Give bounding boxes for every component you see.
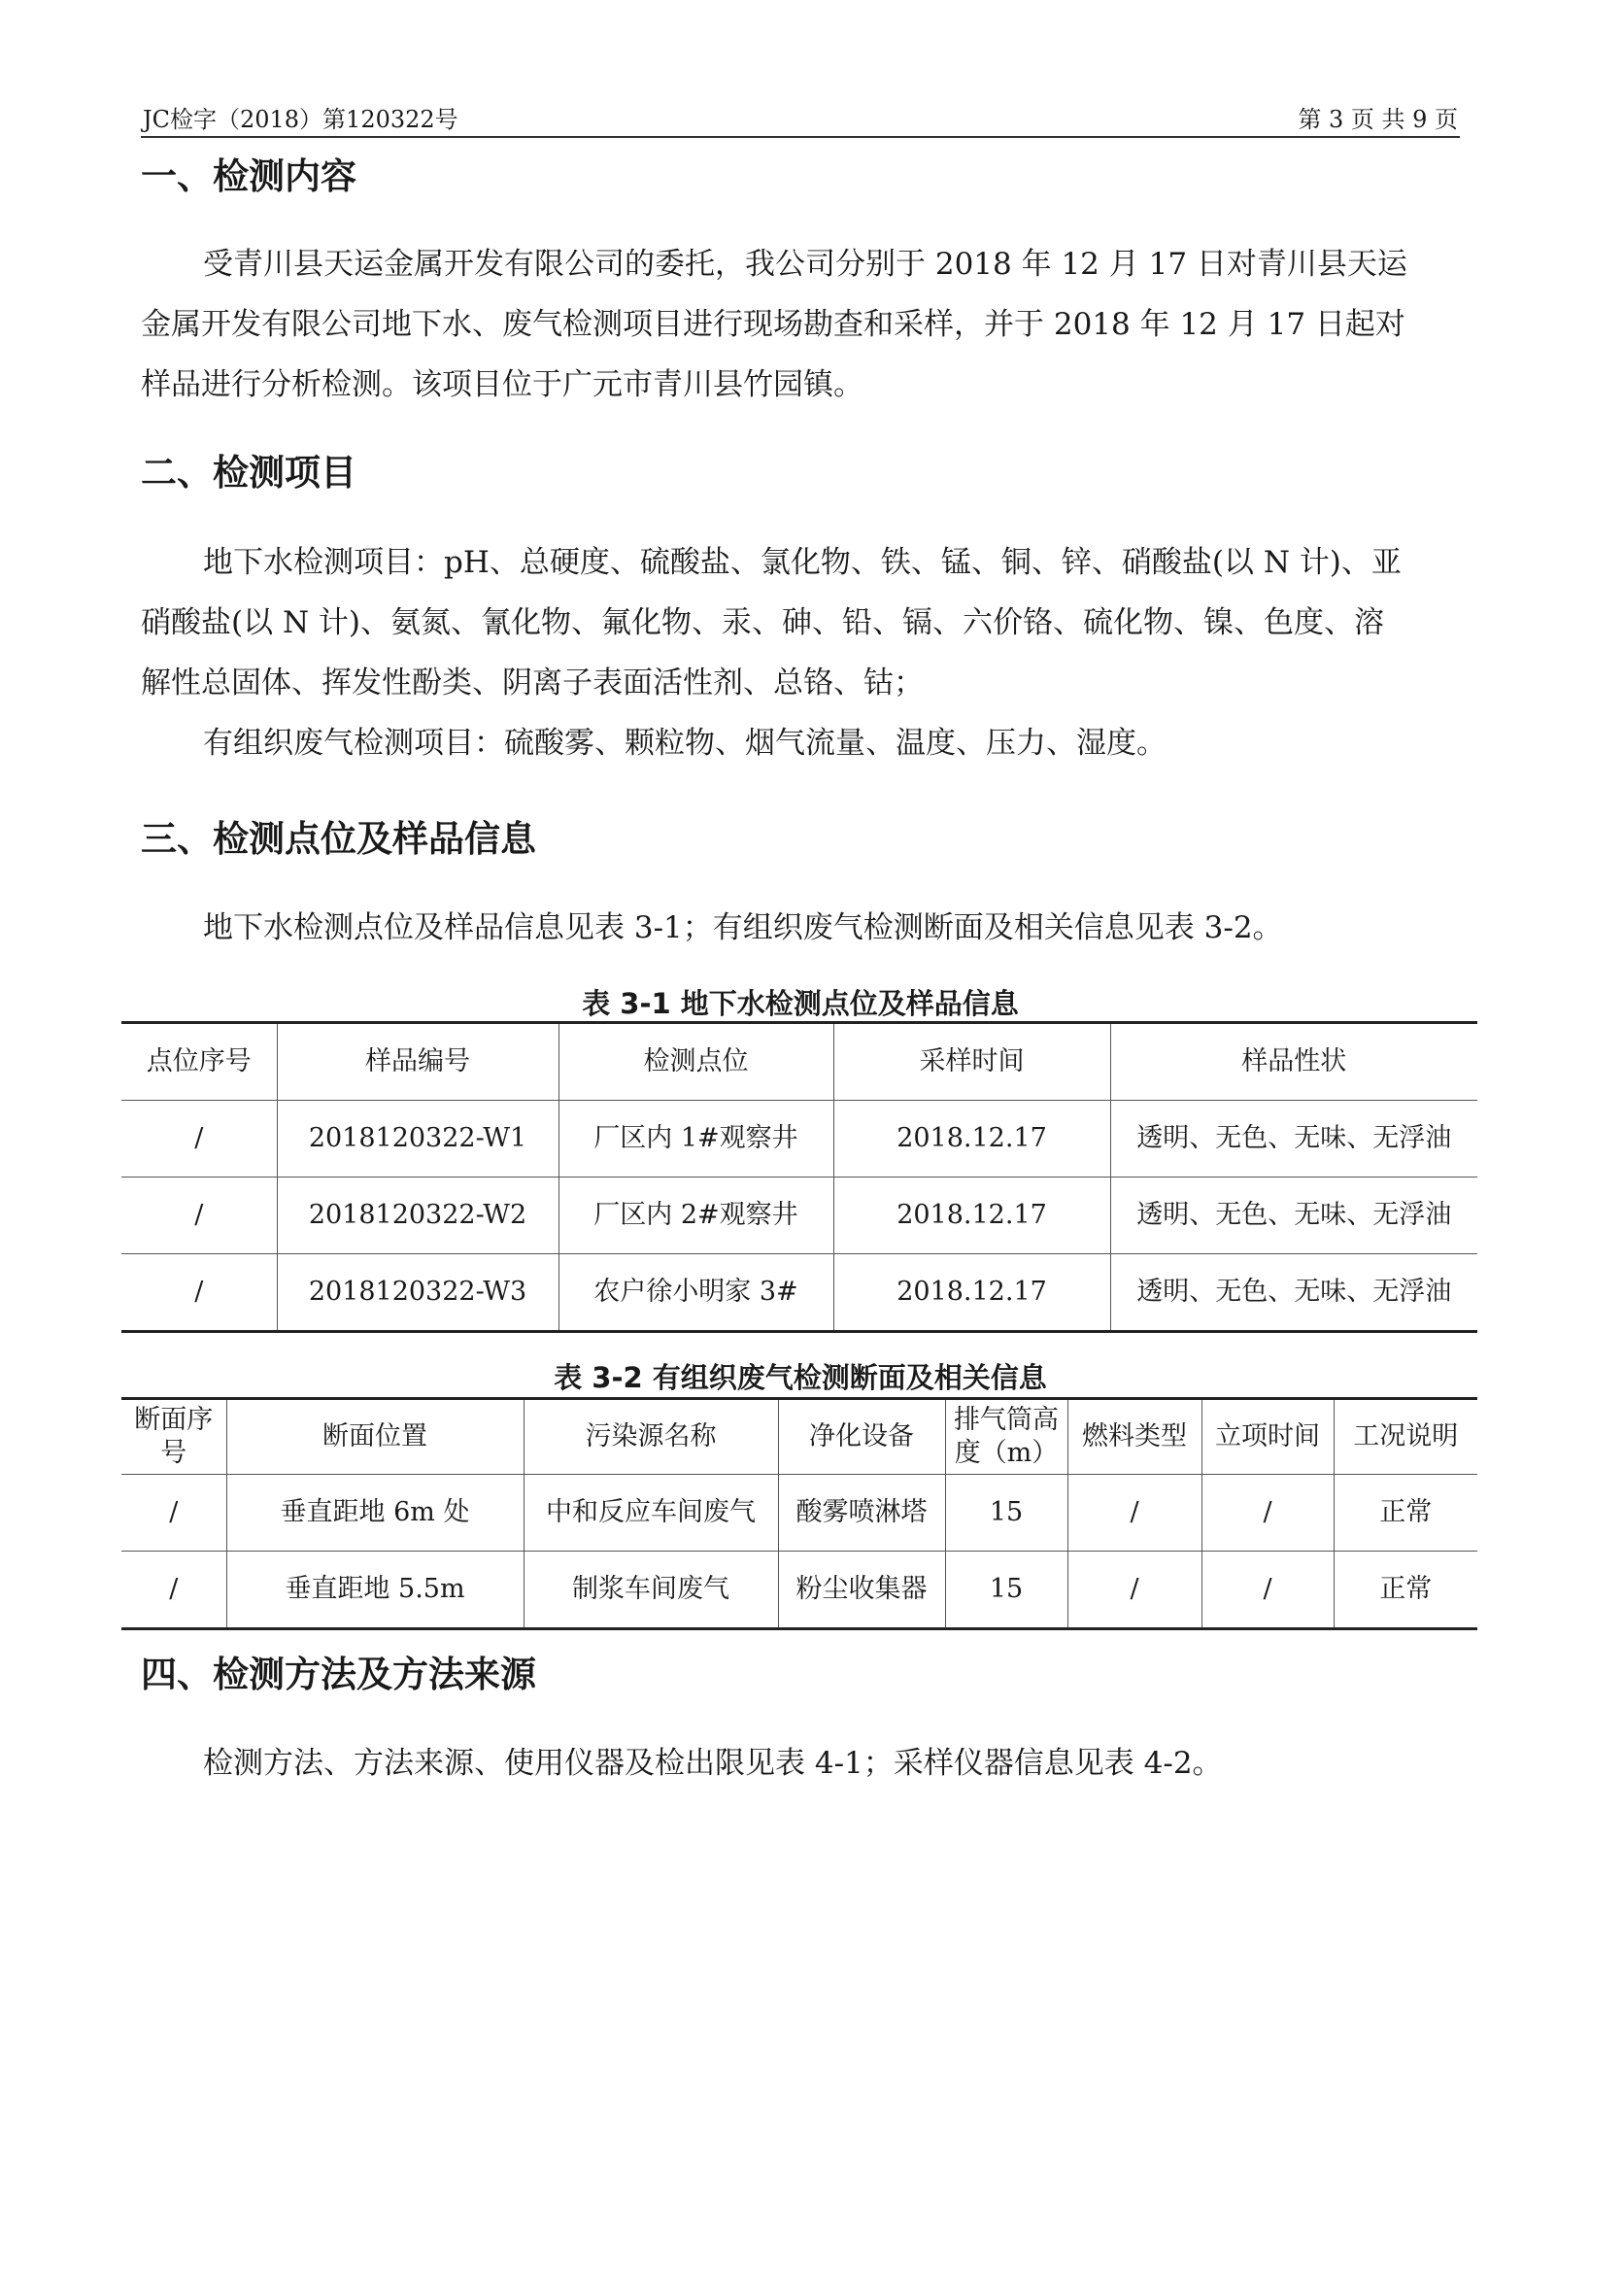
- paragraph-line: 有组织废气检测项目：硫酸雾、颗粒物、烟气流量、温度、压力、湿度。: [203, 726, 1167, 761]
- table-header-cell: 采样时间: [833, 1023, 1110, 1101]
- table-header-cell: 立项时间: [1201, 1399, 1334, 1475]
- paragraph-line: 样品进行分析检测。该项目位于广元市青川县竹园镇。: [141, 367, 863, 402]
- table-header-cell: 点位序号: [121, 1023, 277, 1101]
- table-cell: 2018.12.17: [833, 1101, 1110, 1178]
- table-cell: /: [121, 1475, 226, 1552]
- table-cell: /: [1067, 1475, 1201, 1552]
- table-cell: 正常: [1334, 1475, 1477, 1552]
- table-cell: 2018120322-W3: [277, 1254, 558, 1332]
- paragraph-line: 地下水检测项目：pH、总硬度、硫酸盐、氯化物、铁、锰、铜、锌、硝酸盐(以 N 计)、亚: [203, 545, 1402, 580]
- table-cell: 中和反应车间废气: [524, 1475, 778, 1552]
- section-3-body: [141, 898, 1460, 958]
- table-row: [121, 1552, 1477, 1629]
- paragraph-line: 解性总固体、挥发性酚类、阴离子表面活性剂、总铬、钴；: [141, 666, 924, 700]
- table-cell: 15: [945, 1552, 1067, 1629]
- table-cell: /: [121, 1178, 277, 1254]
- section-1-body: [141, 234, 1460, 415]
- paragraph-line: 受青川县天运金属开发有限公司的委托，我公司分别于 2018 年 12 月 17 日对青川县天运: [203, 247, 1407, 282]
- table-header-cell: 检测点位: [558, 1023, 833, 1101]
- paragraph-line: 金属开发有限公司地下水、废气检测项目进行现场勘查和采样，并于 2018 年 12 月 17 日起对: [141, 307, 1405, 342]
- section-title-points-and-samples: 三、检测点位及样品信息: [141, 818, 536, 860]
- table-3-2: [121, 1397, 1477, 1630]
- table-cell: 2018.12.17: [833, 1254, 1110, 1332]
- table-3-1: [121, 1021, 1477, 1333]
- table-row: [121, 1101, 1477, 1178]
- paragraph-line: 检测方法、方法来源、使用仪器及检出限见表 4-1；采样仪器信息见表 4-2。: [203, 1746, 1223, 1781]
- table-cell: 透明、无色、无味、无浮油: [1110, 1254, 1477, 1332]
- table-cell: 酸雾喷淋塔: [778, 1475, 945, 1552]
- table-cell: /: [1067, 1552, 1201, 1629]
- table-header-cell: 排气筒高度（m）: [945, 1399, 1067, 1475]
- table-cell: 厂区内 2#观察井: [558, 1178, 833, 1254]
- report-number: JC检字（2018）第120322号: [143, 106, 458, 133]
- table-cell: 透明、无色、无味、无浮油: [1110, 1178, 1477, 1254]
- section-title-methods: 四、检测方法及方法来源: [141, 1654, 536, 1695]
- table-header-cell: 断面序号: [121, 1399, 226, 1475]
- table-header-cell: 燃料类型: [1067, 1399, 1201, 1475]
- table-cell: 2018120322-W1: [277, 1101, 558, 1178]
- table-row: [121, 1178, 1477, 1254]
- table-cell: 透明、无色、无味、无浮油: [1110, 1101, 1477, 1178]
- table-cell: /: [121, 1552, 226, 1629]
- table-cell: 正常: [1334, 1552, 1477, 1629]
- table-header-row: [121, 1023, 1477, 1101]
- table-header-cell: 样品性状: [1110, 1023, 1477, 1101]
- table-header-cell: 样品编号: [277, 1023, 558, 1101]
- table-cell: 垂直距地 5.5m: [226, 1552, 524, 1629]
- table-row: [121, 1475, 1477, 1552]
- table-cell: /: [1201, 1475, 1334, 1552]
- table-header-row: [121, 1399, 1477, 1475]
- table-header-cell: 污染源名称: [524, 1399, 778, 1475]
- section-4-body: [141, 1733, 1460, 1793]
- table-cell: 15: [945, 1475, 1067, 1552]
- table-cell: 农户徐小明家 3#: [558, 1254, 833, 1332]
- table-cell: 2018.12.17: [833, 1178, 1110, 1254]
- table-cell: /: [121, 1254, 277, 1332]
- paragraph-line: 地下水检测点位及样品信息见表 3-1；有组织废气检测断面及相关信息见表 3-2。: [203, 910, 1283, 945]
- table-3-2-caption: 表 3-2 有组织废气检测断面及相关信息: [554, 1361, 1047, 1394]
- section-title-detection-content: 一、检测内容: [141, 155, 356, 197]
- table-header-cell: 净化设备: [778, 1399, 945, 1475]
- section-2-body: [141, 532, 1460, 773]
- table-cell: /: [121, 1101, 277, 1178]
- table-header-cell: 断面位置: [226, 1399, 524, 1475]
- table-header-cell: 工况说明: [1334, 1399, 1477, 1475]
- table-cell: 2018120322-W2: [277, 1178, 558, 1254]
- section-title-detection-items: 二、检测项目: [141, 452, 356, 494]
- table-cell: 厂区内 1#观察井: [558, 1101, 833, 1178]
- table-cell: 垂直距地 6m 处: [226, 1475, 524, 1552]
- page-header: [141, 103, 1460, 138]
- table-cell: 制浆车间废气: [524, 1552, 778, 1629]
- table-cell: 粉尘收集器: [778, 1552, 945, 1629]
- table-3-1-caption: 表 3-1 地下水检测点位及样品信息: [582, 987, 1019, 1020]
- paragraph-line: 硝酸盐(以 N 计)、氨氮、氰化物、氟化物、汞、砷、铅、镉、六价铬、硫化物、镍、色度、溶: [141, 605, 1385, 640]
- table-row: [121, 1254, 1477, 1332]
- page-number: 第 3 页 共 9 页: [1298, 106, 1458, 133]
- table-cell: /: [1201, 1552, 1334, 1629]
